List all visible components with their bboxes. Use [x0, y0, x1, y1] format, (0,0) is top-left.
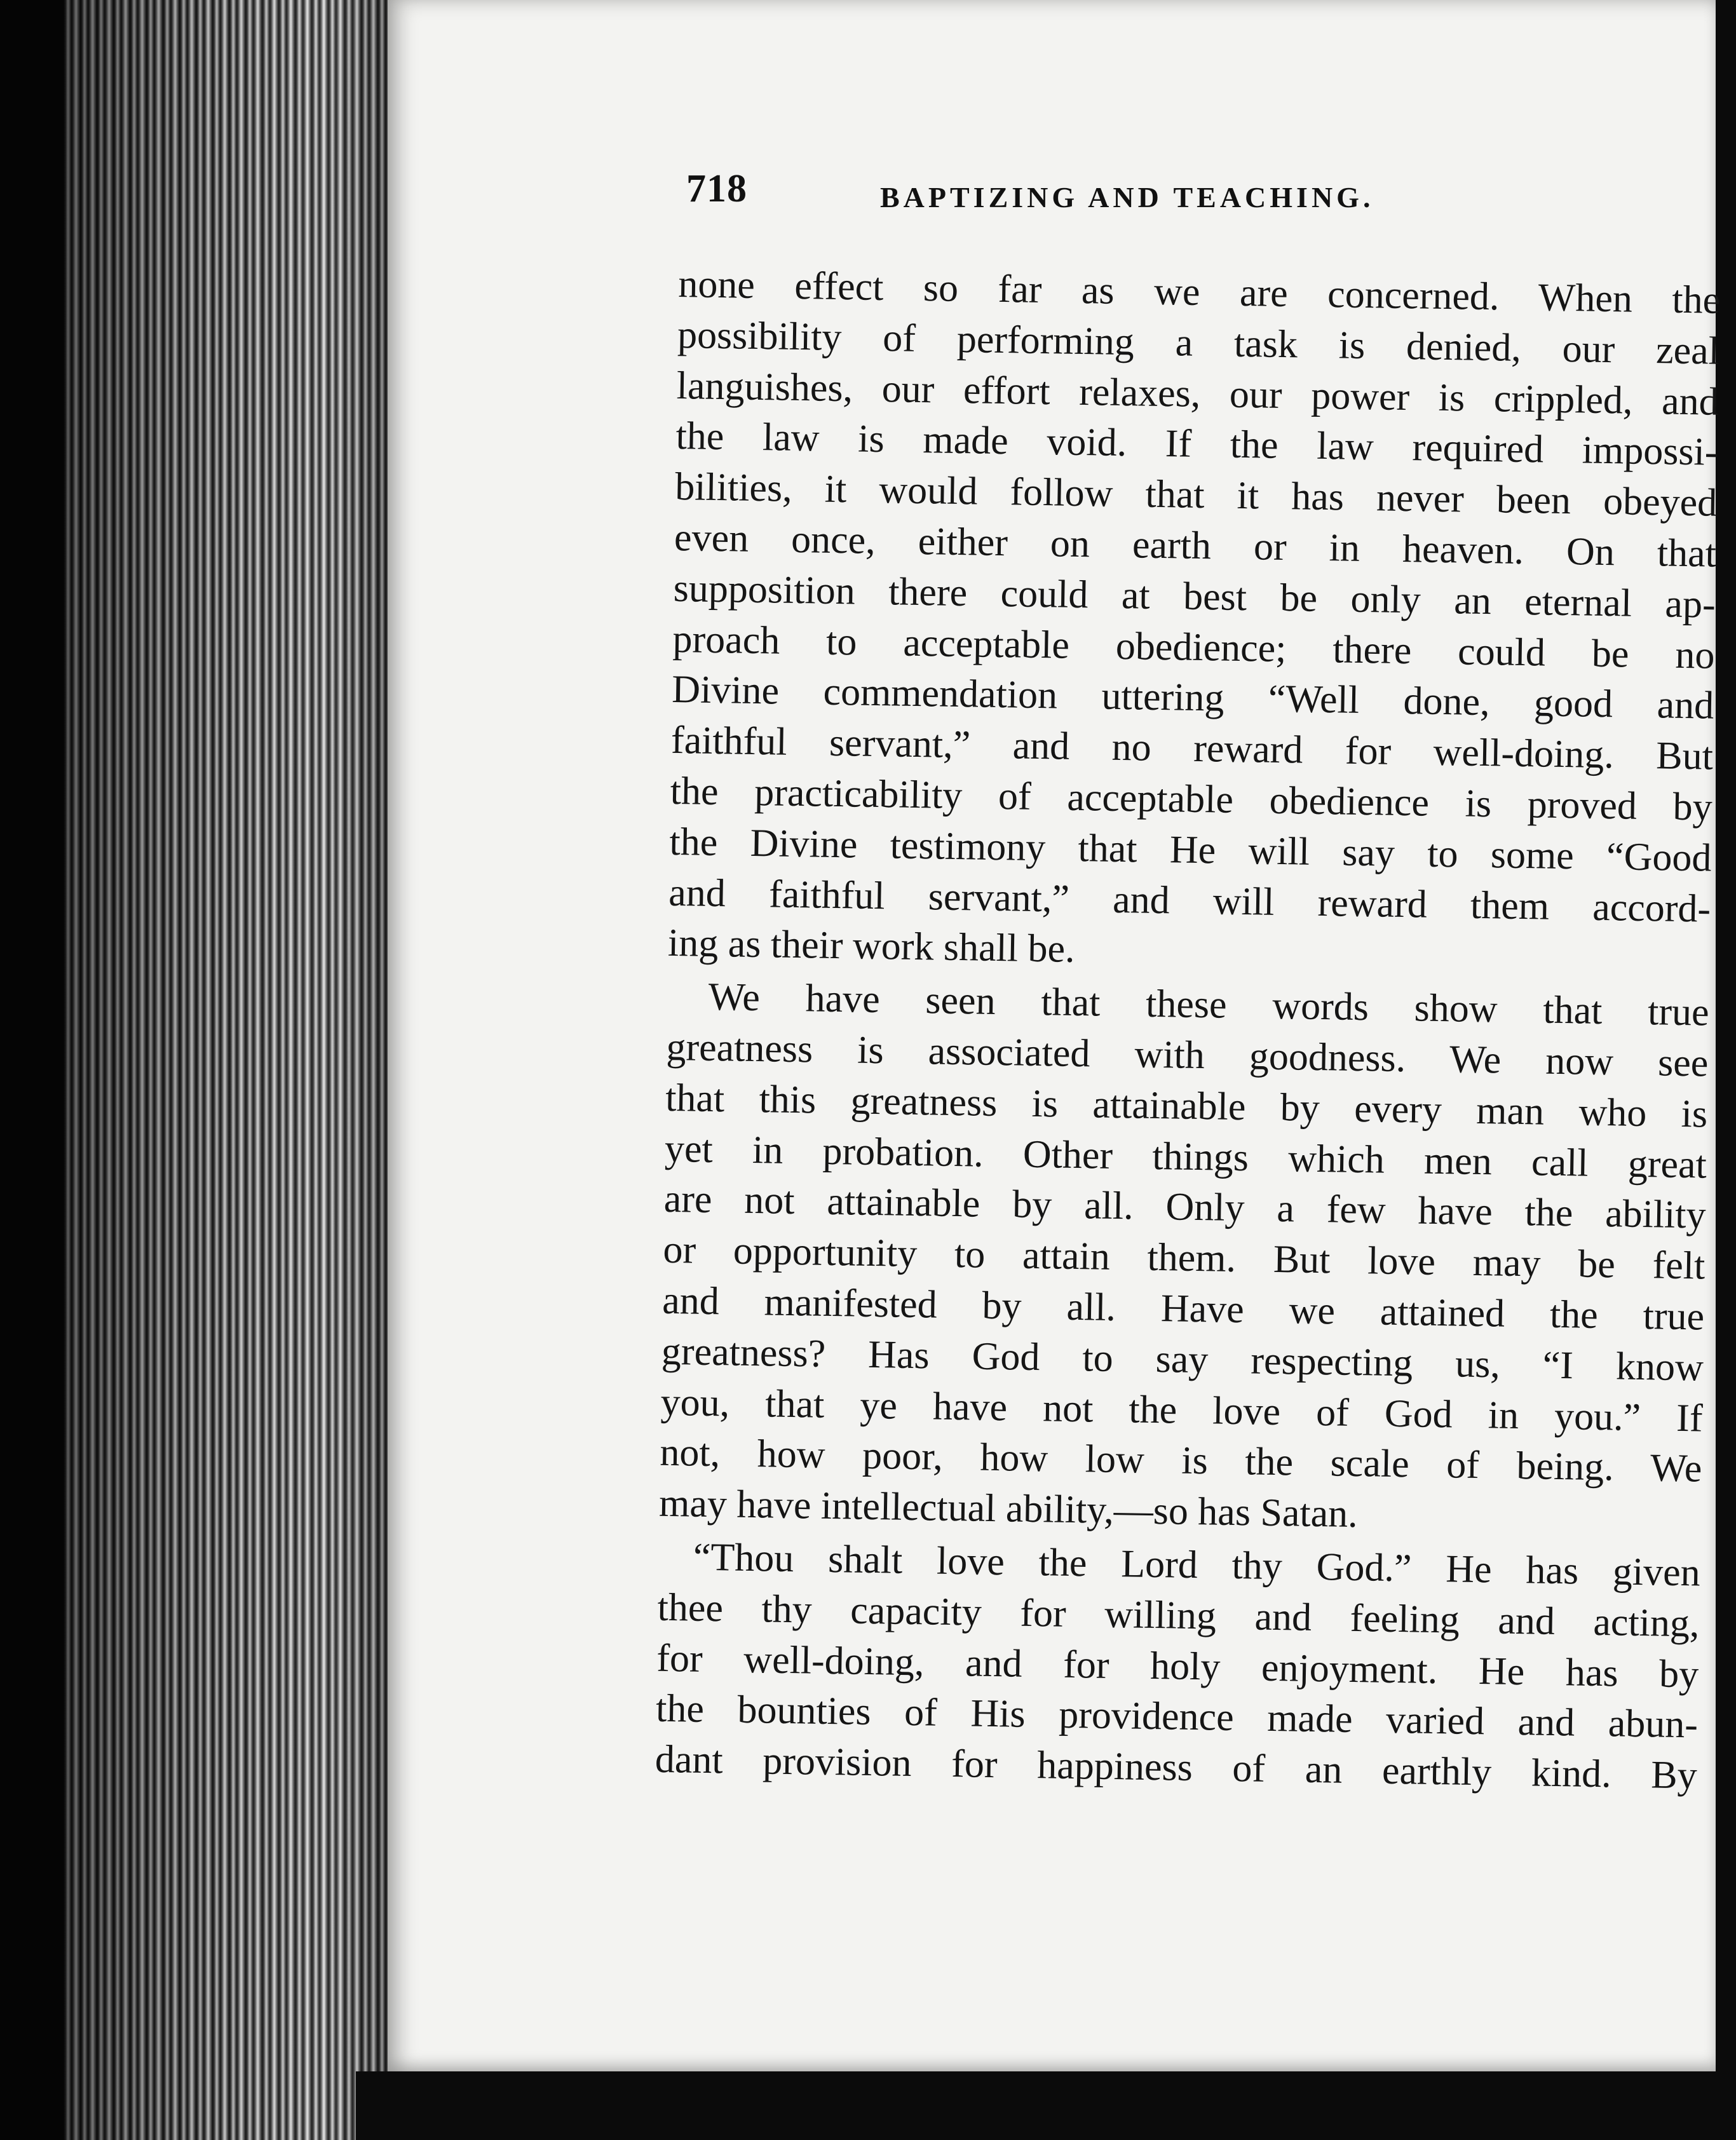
text-line: or opportunity to attain them. But love may be felt — [662, 1228, 1705, 1288]
text-line: the Divine testimony that He will say to some “Good — [669, 820, 1712, 880]
text-line: the bounties of His providence made varied and abun- — [655, 1687, 1699, 1747]
text-line: faithful servant,” and no reward for well-doing. But — [670, 719, 1714, 778]
text-line: supposition there could at best be only an eternal ap- — [673, 566, 1716, 626]
text-line: greatness? Has God to say respecting us, “I know — [661, 1329, 1704, 1390]
paragraph-first-line: “Thou shalt love the Lord thy God.” He has given — [693, 1535, 1701, 1595]
paragraph-first-line: We have seen that these words show that true — [708, 975, 1710, 1034]
text-line: none effect so far as we are concerned. When the — [677, 262, 1721, 322]
text-line: the practicability of acceptable obedience is proved by — [670, 769, 1713, 829]
running-head: BAPTIZING AND TEACHING. — [880, 181, 1374, 213]
book-page-edges — [64, 0, 394, 2140]
text-line: and faithful servant,” and will reward them accord- — [668, 870, 1711, 931]
text-line: greatness is associated with goodness. We now see — [665, 1025, 1709, 1085]
text-line: not, how poor, how low is the scale of being. We — [659, 1431, 1702, 1491]
text-line: ing as their work shall be. — [667, 921, 1076, 972]
text-line: even once, either on earth or in heaven. On that — [674, 515, 1717, 576]
text-line: dant provision for happiness of an earthly kind. By — [654, 1737, 1698, 1798]
text-line: for well-doing, and for holy enjoyment. He has by — [656, 1636, 1699, 1696]
text-line: may have intellectual ability,—so has Satan. — [658, 1481, 1359, 1536]
text-line: are not attainable by all. Only a few have the ability — [663, 1177, 1707, 1237]
text-line: that this greatness is attainable by every man who is — [665, 1076, 1708, 1136]
text-line: bilities, it would follow that it has never been obeyed — [674, 465, 1718, 525]
text-line: proach to acceptable obedience; there could be no — [672, 617, 1715, 677]
text-line: thee thy capacity for willing and feeling and acting, — [657, 1585, 1700, 1646]
text-line: languishes, our effort relaxes, our power is crippled, and — [676, 363, 1719, 424]
text-line: possibility of performing a task is denied, our zeal — [677, 313, 1720, 373]
text-line: and manifested by all. Have we attained the true — [661, 1278, 1705, 1339]
page-header — [686, 166, 1678, 224]
body-text — [654, 259, 1721, 1801]
text-line: the law is made void. If the law required impossi- — [675, 414, 1718, 475]
text-line: you, that ye have not the love of God in you.” If — [660, 1380, 1704, 1440]
text-line: Divine commendation uttering “Well done, good and — [671, 668, 1714, 728]
scan-border-bottom — [356, 2071, 1736, 2140]
page-number: 718 — [686, 167, 747, 210]
text-line: yet in probation. Other things which men call great — [664, 1127, 1707, 1187]
